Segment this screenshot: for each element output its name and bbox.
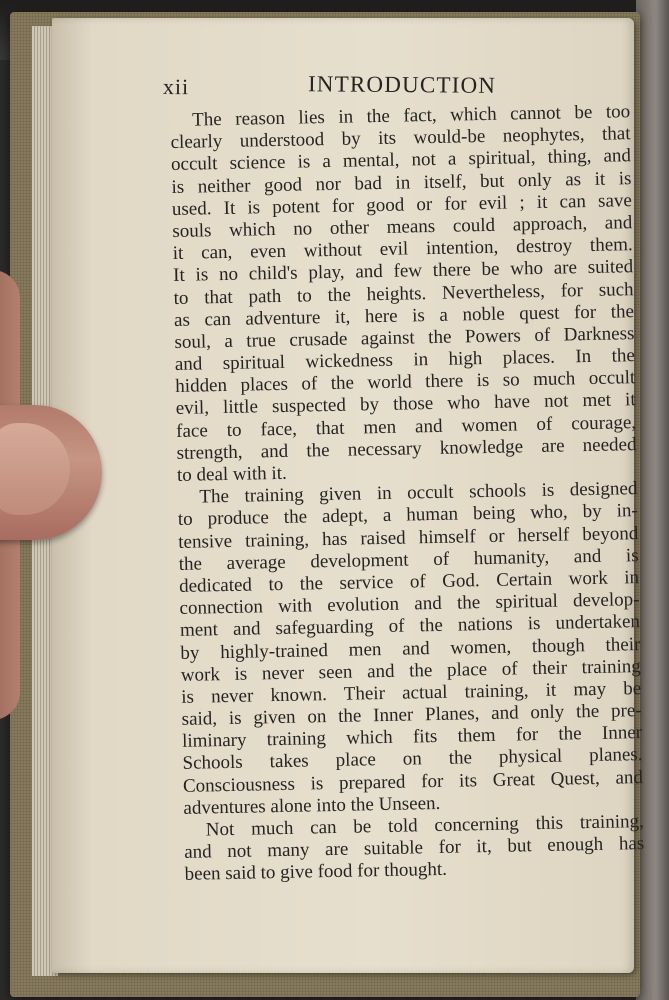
text-line: tensive training, has raised himself or herself beyond <box>178 522 639 553</box>
text-line: is never known. Their actual training, it may be <box>181 677 642 708</box>
text-line: it can, even without evil intention, destroy them. <box>172 234 633 265</box>
text-line: liminary training which fits them for the Inner <box>181 722 643 753</box>
body-text <box>170 101 645 886</box>
text-line: been said to give food for thought. <box>184 859 448 886</box>
text-line: Not much can be told concerning this training, <box>205 811 644 841</box>
text-line: by highly-trained men and women, though their <box>180 633 641 664</box>
text-line: connection with evolution and the spiritual develop- <box>179 589 640 620</box>
text-line: souls which no other means could approach, and <box>172 212 633 242</box>
page-header <box>163 70 623 104</box>
text-line: used. It is potent for good or for evil ; it can save <box>171 189 633 220</box>
text-line: and spiritual wickedness in high places. In the <box>174 345 636 376</box>
paragraph-2 <box>177 478 643 820</box>
text-line: as can adventure it, here is a noble quest for the <box>173 300 635 331</box>
text-line: The reason lies in the fact, which cannot be too <box>191 101 631 131</box>
text-line: face to face, that men and women of courage, <box>175 411 637 442</box>
paragraph-1 <box>170 101 637 487</box>
text-line: evil, little suspected by those who have not met it <box>175 389 636 420</box>
paragraph-3 <box>184 811 645 886</box>
text-line: ment and safeguarding of the nations is undertaken <box>179 611 641 642</box>
text-line: is neither good nor bad in itself, but only as it is <box>171 167 632 198</box>
text-line: to deal with it. <box>176 462 287 486</box>
text-line: clearly understood by its would-be neophytes, that <box>170 123 631 154</box>
text-line: the average development of humanity, and is <box>178 544 639 575</box>
text-line: soul, a true crusade against the Powers of Darkness <box>174 323 635 353</box>
text-line: adventures alone into the Unseen. <box>183 792 441 819</box>
text-line: It is no child's play, and few there be who are suited <box>172 256 634 287</box>
text-line: strength, and the necessary knowledge are needed <box>176 433 637 464</box>
page-number: xii <box>162 74 190 100</box>
text-line: Consciousness is prepared for its Great Quest, and <box>182 766 644 797</box>
text-line: occult science is a mental, not a spiritual, thing, and <box>170 145 632 176</box>
text-line: to that path to the heights. Nevertheless, for such <box>173 278 634 309</box>
text-line: said, is given on the Inner Planes, and only the pre- <box>181 700 642 730</box>
text-line: work is never seen and the place of their training <box>180 655 641 686</box>
running-head: INTRODUCTION <box>307 71 497 98</box>
text-line: Schools takes place on the physical planes. <box>182 744 643 775</box>
text-line: dedicated to the service of God. Certain work in <box>178 567 640 597</box>
text-line: hidden places of the world there is so much occult <box>175 367 636 398</box>
text-line: to produce the adept, a human being who, by in- <box>177 500 638 531</box>
text-line: The training given in occult schools is designed <box>199 478 638 508</box>
thumbnail <box>0 423 70 515</box>
text-line: and not many are suitable for it, but enough has <box>184 833 645 864</box>
